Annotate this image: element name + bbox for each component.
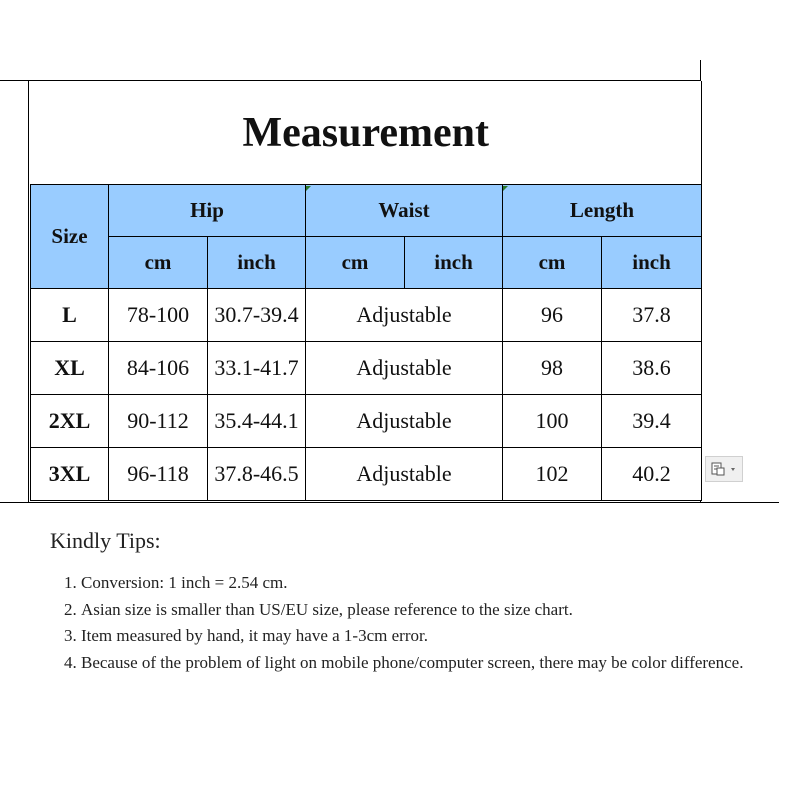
cell-marker-icon bbox=[503, 186, 508, 191]
hip-inch-cell: 35.4-44.1 bbox=[208, 395, 306, 448]
hip-cm-cell: 90-112 bbox=[109, 395, 208, 448]
length-inch-cell: 37.8 bbox=[602, 289, 702, 342]
hip-inch-cell: 37.8-46.5 bbox=[208, 448, 306, 501]
waist-header: Waist bbox=[306, 185, 503, 237]
tips-list bbox=[50, 570, 772, 676]
kindly-tips bbox=[50, 528, 772, 676]
left-edge-line bbox=[28, 80, 29, 503]
tips-title: Kindly Tips: bbox=[50, 528, 161, 553]
paste-options-icon bbox=[709, 461, 739, 477]
table-row bbox=[31, 395, 702, 448]
list-item: 2. Asian size is smaller than US/EU size, please reference to the size chart. bbox=[81, 597, 772, 624]
paste-options-button[interactable] bbox=[705, 456, 743, 482]
waist-cell: Adjustable bbox=[306, 395, 503, 448]
size-cell: XL bbox=[31, 342, 109, 395]
hip-cm-cell: 78-100 bbox=[109, 289, 208, 342]
cell-marker-icon bbox=[306, 186, 311, 191]
hip-inch-header: inch bbox=[208, 237, 306, 289]
size-cell: L bbox=[31, 289, 109, 342]
table-row bbox=[31, 448, 702, 501]
bottom-border-line bbox=[0, 502, 779, 503]
length-cm-cell: 100 bbox=[503, 395, 602, 448]
waist-cell: Adjustable bbox=[306, 289, 503, 342]
hip-cm-cell: 84-106 bbox=[109, 342, 208, 395]
list-item: 3. Item measured by hand, it may have a 1-3cm error. bbox=[81, 623, 772, 650]
waist-cell: Adjustable bbox=[306, 448, 503, 501]
list-item: 1. Conversion: 1 inch = 2.54 cm. bbox=[81, 570, 772, 597]
waist-cm-header: cm bbox=[306, 237, 405, 289]
size-cell: 3XL bbox=[31, 448, 109, 501]
length-cm-cell: 102 bbox=[503, 448, 602, 501]
hip-header: Hip bbox=[109, 185, 306, 237]
table-row bbox=[31, 342, 702, 395]
length-cm-header: cm bbox=[503, 237, 602, 289]
length-header: Length bbox=[503, 185, 702, 237]
table-row bbox=[31, 289, 702, 342]
length-inch-cell: 40.2 bbox=[602, 448, 702, 501]
length-inch-cell: 38.6 bbox=[602, 342, 702, 395]
size-header: Size bbox=[31, 185, 109, 289]
length-cm-cell: 98 bbox=[503, 342, 602, 395]
hip-inch-cell: 30.7-39.4 bbox=[208, 289, 306, 342]
length-inch-header: inch bbox=[602, 237, 702, 289]
waist-inch-header: inch bbox=[405, 237, 503, 289]
waist-cell: Adjustable bbox=[306, 342, 503, 395]
table-title: Measurement bbox=[31, 81, 702, 185]
size-chart-table bbox=[30, 81, 702, 501]
hip-inch-cell: 33.1-41.7 bbox=[208, 342, 306, 395]
length-cm-cell: 96 bbox=[503, 289, 602, 342]
length-inch-cell: 39.4 bbox=[602, 395, 702, 448]
list-item: 4. Because of the problem of light on mobile phone/computer screen, there may be color difference. bbox=[81, 650, 772, 677]
hip-cm-cell: 96-118 bbox=[109, 448, 208, 501]
hip-cm-header: cm bbox=[109, 237, 208, 289]
size-cell: 2XL bbox=[31, 395, 109, 448]
